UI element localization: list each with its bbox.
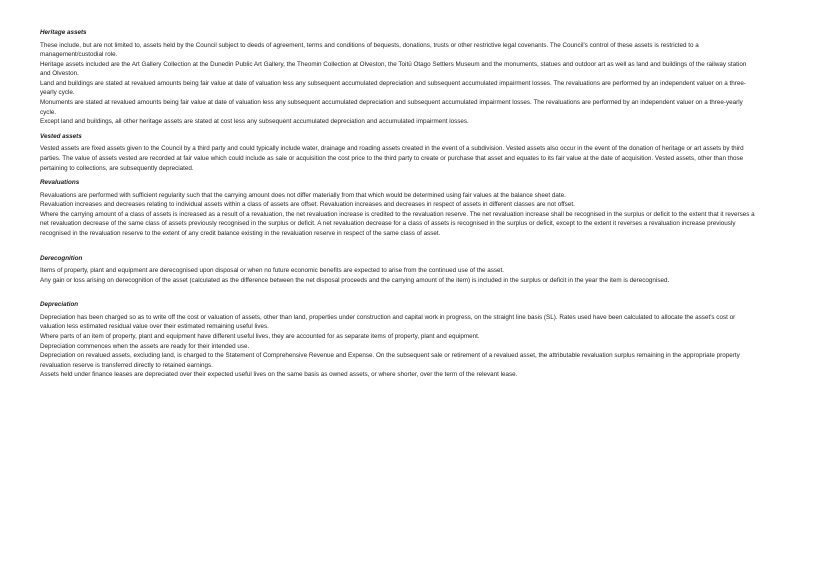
paragraph: Depreciation commences when the assets are ready for their intended use. [40, 342, 250, 350]
paragraph: Except land and buildings, all other heritage assets are stated at cost less any subsequent accumulated depreciation and accumulated impairment losses. [40, 118, 469, 126]
section-heading: Derecognition [40, 254, 83, 262]
paragraph: Revaluations are performed with sufficient regularity such that the carrying amount does not differ materially from that which would be determined using fair values at the balance sheet date. [40, 191, 566, 199]
section-heading: Vested assets [40, 132, 82, 140]
section-heading: Heritage assets [40, 29, 87, 36]
paragraph: Depreciation has been charged so as to write off the cost or valuation of assets, other than land, properties under construction and capital work in progress, on the straight line basis (SL). Rates used have been calculated to allocate the asset's cost or valuation less estimated residual value over their estimated remaining useful lives. [40, 313, 736, 331]
section-depreciation [40, 301, 757, 380]
section-revaluations [40, 179, 757, 238]
section-heading: Revaluations [40, 179, 80, 187]
section-derecognition [40, 255, 757, 286]
paragraph: Vested assets are fixed assets given to the Council by a third party and could typically include water, drainage and roading assets created in the event of a subdivision. Vested assets also occur in the event of the donation of heritage or art assets by third parties. The value of assets vested are recorded at fair value which could include as sale or acquisition the cost price to the third party to create or purchase that asset and equates to its fair value at the date of acquisition. Vested assets, other than those pertaining to collections, are subsequently depreciated. [40, 145, 744, 172]
paragraph: Land and buildings are stated at revalued amounts being fair value at date of valuation less any subsequent accumulated depreciation and subsequent accumulated impairment losses. The revaluations are performed by an independent valuer on a three-yearly cycle. [40, 79, 746, 97]
paragraph: Depreciation on revalued assets, excluding land, is charged to the Statement of Comprehensive Revenue and Expense. On the subsequent sale or retirement of a revalued asset, the attributable revaluation surplus remaining in the appropriate property revaluation reserve is transferred directly to retained earnings. [40, 352, 740, 369]
paragraph: Where parts of an item of property, plant and equipment have different useful lives, they are accounted for as separate items of property, plant and equipment. [40, 332, 480, 340]
paragraph: These include, but are not limited to, assets held by the Council subject to deeds of agreement, terms and conditions of bequests, donations, trusts or other restrictive legal covenants. The Council's control of these assets is restricted to a management/custodial role. [40, 41, 699, 59]
paragraph: Monuments are stated at revalued amounts being fair value at date of valuation less any subsequent accumulated depreciation and subsequent accumulated impairment losses. The revaluations are performed by an independent valuer on a three-yearly cycle. [40, 99, 743, 116]
paragraph: Heritage assets included are the Art Gallery Collection at the Dunedin Public Art Gallery, the Theomin Collection at Olveston, the Toitū Otago Settlers Museum and the monuments, statues and outdoor art as well as land and buildings of the railway station and Olveston. [40, 60, 747, 78]
paragraph: Items of property, plant and equipment are derecognised upon disposal or when no future economic benefits are expected to arise from the continued use of the asset. [40, 267, 505, 275]
section-vested-assets [40, 133, 757, 173]
section-heading: Depreciation [40, 301, 79, 309]
paragraph: Assets held under finance leases are depreciated over their expected useful lives on the same basis as owned assets, or where shorter, over the term of the relevant lease. [40, 371, 518, 379]
paragraph: Any gain or loss arising on derecognition of the asset (calculated as the difference between the net disposal proceeds and the carrying amount of the item) is included in the surplus or deficit in the year the item is derecognised. [40, 276, 670, 284]
paragraph: Revaluation increases and decreases relating to individual assets within a class of assets are offset. Revaluation increases and decreases in respect of assets in different classes are not offset. [40, 201, 575, 209]
paragraph: Where the carrying amount of a class of assets is increased as a result of a revaluation, the net revaluation increase is credited to the revaluation reserve. The net revaluation increase shall be recognised in the surplus or deficit to the extent that it reverses a net revaluation decrease of the same class of assets previously recognised in the surplus or deficit. A net revaluation decrease for a class of assets is recognised in the surplus or deficit, except to the extent it reverses a revaluation increase previously recognised in the revaluation reserve to the extent of any credit balance existing in the revaluation reserve in respect of the same class of asset. [40, 210, 755, 237]
section-heritage-assets [40, 29, 757, 127]
